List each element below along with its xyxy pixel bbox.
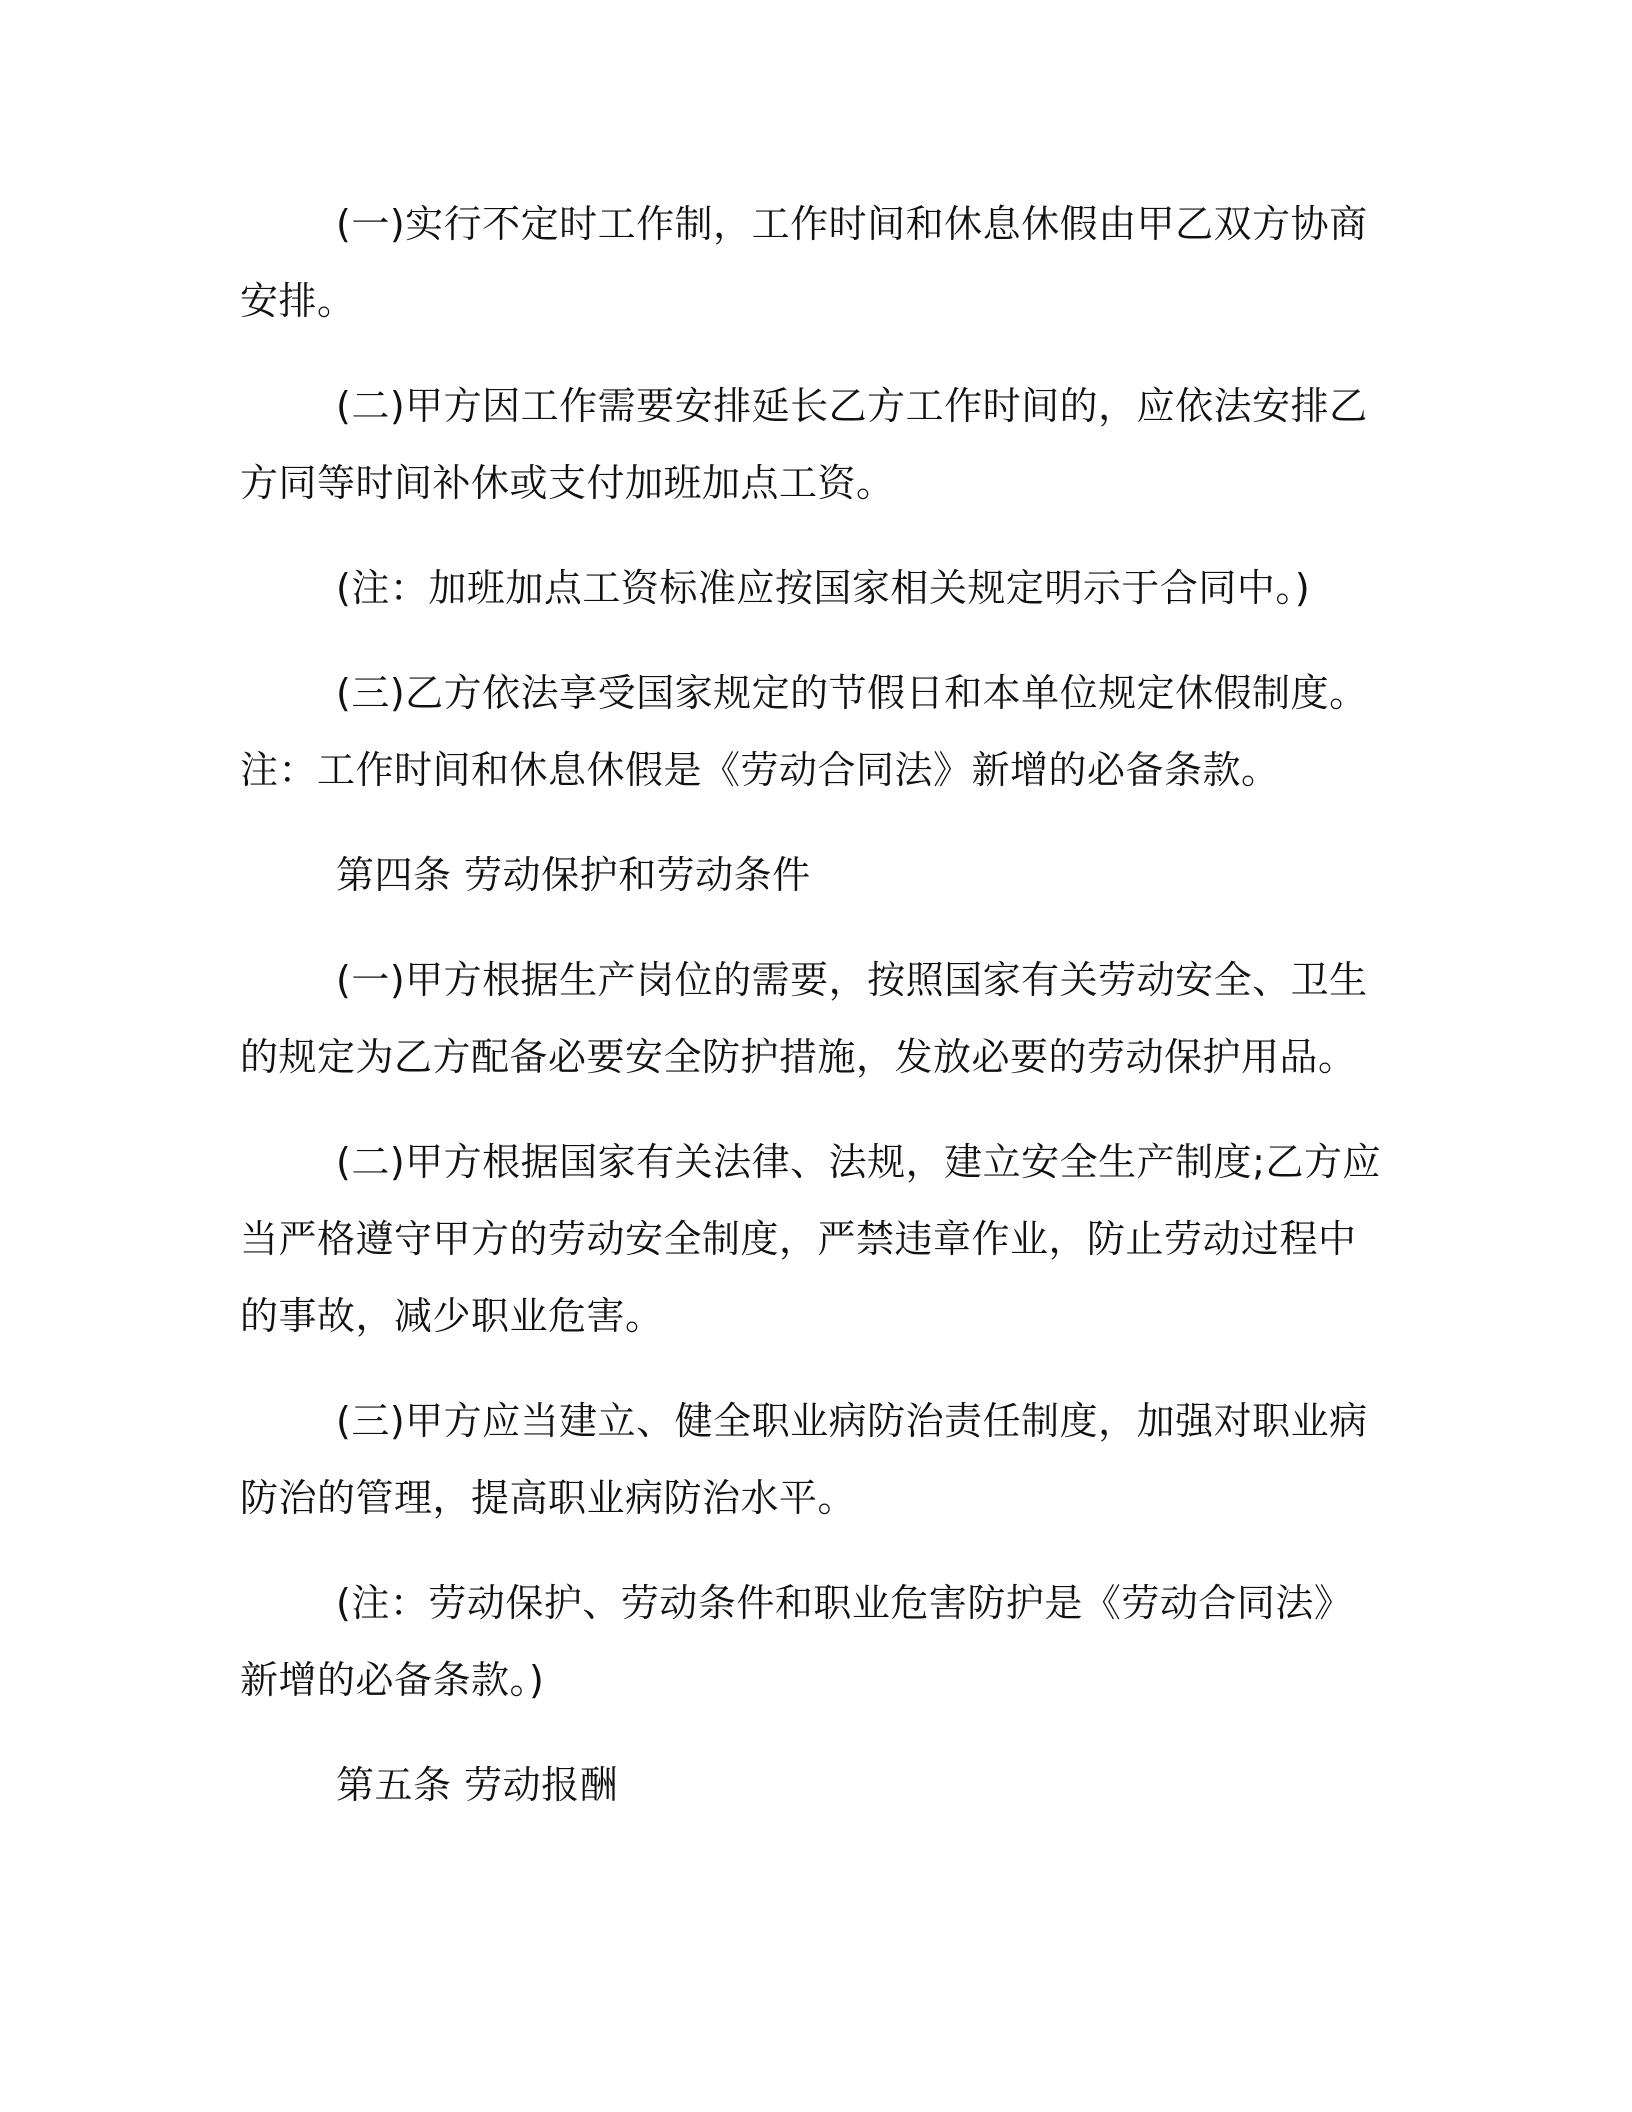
paragraph-overtime-note: (注：加班加点工资标准应按国家相关规定明示于合同中。): [336, 566, 1311, 610]
article-five-heading: 第五条 劳动报酬: [336, 1763, 619, 1807]
paragraph-safety-system: (二)甲方根据国家有关法律、法规，建立安全生产制度;乙方应当严格遵守甲方的劳动安全制度，严禁违章作业，防止劳动过程中的事故，减少职业危害。: [240, 1140, 1381, 1338]
article-four-heading: 第四条 劳动保护和劳动条件: [336, 853, 811, 897]
paragraph-holidays: (三)乙方依法享受国家规定的节假日和本单位规定休假制度。 注：工作时间和休息休假是《劳动合同法》新增的必备条款。: [240, 671, 1368, 792]
paragraph-occupational-disease: (三)甲方应当建立、健全职业病防治责任制度，加强对职业病防治的管理，提高职业病防治水平。: [240, 1399, 1368, 1520]
paragraph-work-hours-1: (一)实行不定时工作制，工作时间和休息休假由甲乙双方协商安排。: [240, 202, 1368, 323]
paragraph-overtime: (二)甲方因工作需要安排延长乙方工作时间的，应依法安排乙方同等时间补休或支付加班加点工资。: [240, 384, 1368, 505]
paragraph-protective-equipment: (一)甲方根据生产岗位的需要，按照国家有关劳动安全、卫生的规定为乙方配备必要安全防护措施，发放必要的劳动保护用品。: [240, 958, 1368, 1079]
paragraph-protection-note: (注：劳动保护、劳动条件和职业危害防护是《劳动合同法》新增的必备条款。): [240, 1581, 1353, 1702]
document-body: [240, 186, 1384, 1824]
